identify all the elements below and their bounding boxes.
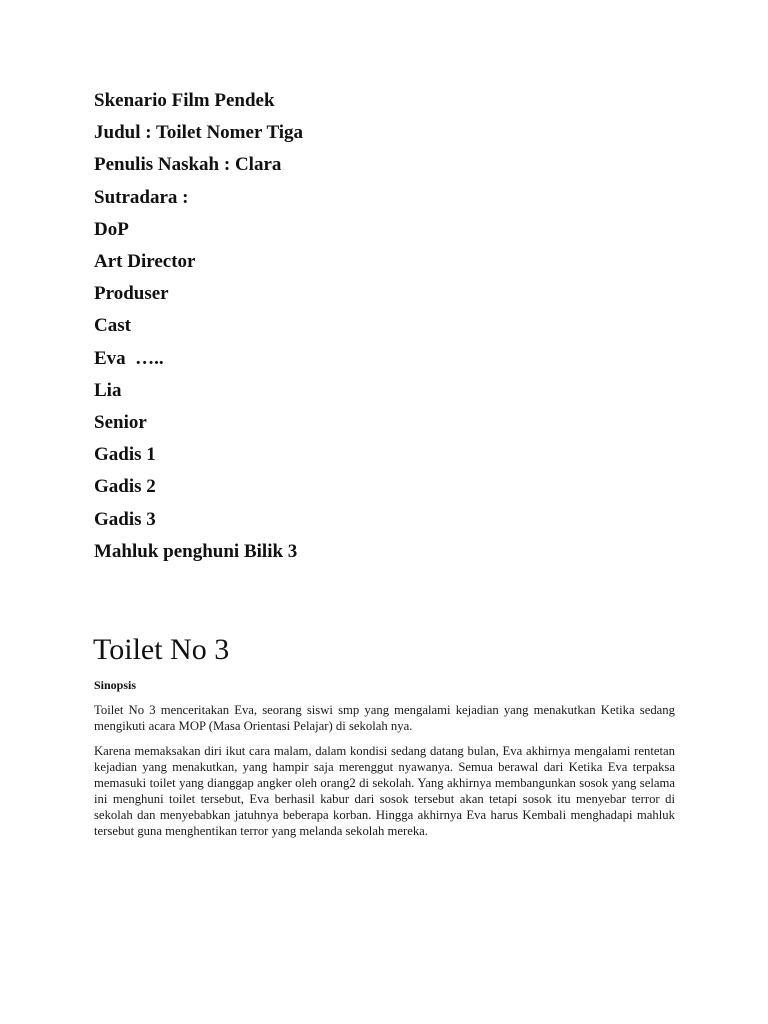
cast-item: Gadis 1 — [94, 444, 156, 466]
synopsis-heading: Sinopsis — [94, 678, 137, 692]
cast-item: Senior — [94, 412, 147, 434]
credit-producer-line: Produser — [94, 283, 169, 305]
credit-director-line: Sutradara : — [94, 186, 189, 208]
cast-item: Gadis 2 — [94, 476, 156, 498]
document-title: Toilet No 3 — [93, 633, 230, 666]
synopsis-paragraph: Toilet No 3 menceritakan Eva, seorang siswi smp yang mengalami kejadian yang menakutkan Ketika sedang mengikuti acara MOP (Masa Orientasi Pelajar) di sekolah nya. — [94, 703, 675, 733]
credit-dop-line: DoP — [94, 218, 129, 240]
credits-heading: Skenario Film Pendek — [94, 90, 275, 111]
credit-writer-line: Penulis Naskah : Clara — [94, 154, 282, 176]
cast-item: Mahluk penghuni Bilik 3 — [94, 540, 298, 562]
synopsis-paragraph: Karena memaksakan diri ikut cara malam, dalam kondisi sedang datang bulan, Eva akhirnya mengalami rentetan kejadian yang menakutkan, yang hampir saja merenggut nyawanya. Semua berawal dari Ketika Eva terpaksa memasuki toilet yang dianggap angker oleh orang2 di sekolah. Yang akhirnya membangunkan sosok yang selama ini menghuni toilet tersebut, Eva berhasil kabur dari sosok tersebut akan tetapi sosok itu menyebar terror di sekolah dan menyebabkan jatuhnya beberapa korban. Hingga akhirnya Eva harus Kembali menghadapi mahluk tersebut guna menghentikan terror yang melanda sekolah mereka. — [94, 744, 675, 838]
credit-cast-heading: Cast — [94, 315, 131, 337]
credits-list — [94, 85, 303, 568]
cast-item: Lia — [94, 379, 122, 401]
cast-item: Eva ….. — [94, 347, 164, 369]
cast-item: Gadis 3 — [94, 508, 156, 530]
credit-title-line: Judul : Toilet Nomer Tiga — [94, 122, 304, 144]
credit-art-director-line: Art Director — [94, 251, 196, 273]
